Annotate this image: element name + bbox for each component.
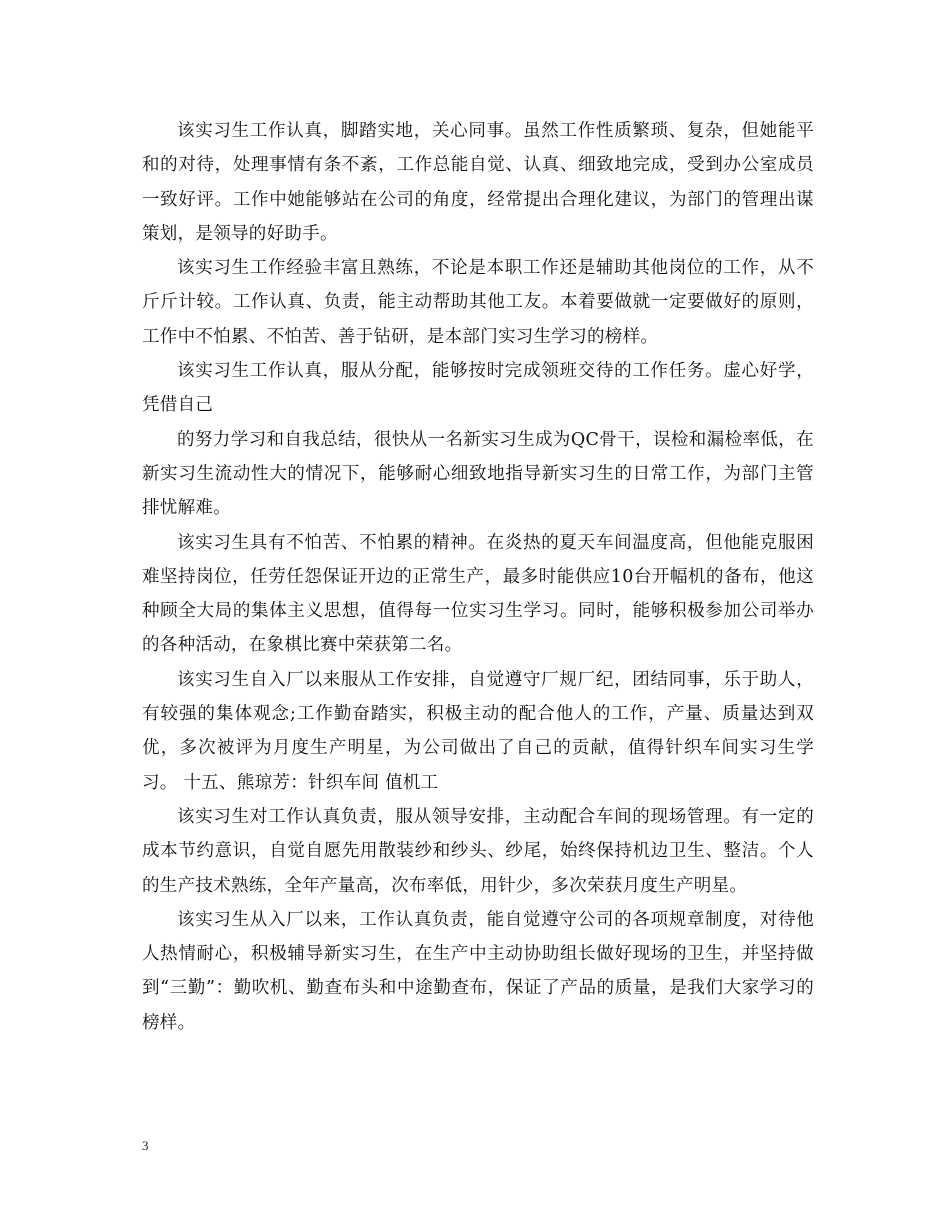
paragraph-7: 该实习生对工作认真负责，服从领导安排，主动配合车间的现场管理。有一定的成本节约意识，自觉自愿先用散装纱和纱头、纱尾，始终保持机边卫生、整洁。个人的生产技术熟练，全年产量高，次布率低，用针少，多次荣获月度生产明星。 (142, 806, 814, 896)
page-number: 3 (142, 1138, 149, 1153)
paragraph-3: 该实习生工作认真，服从分配，能够按时完成领班交待的工作任务。虚心好学，凭借自己 (142, 361, 814, 416)
paragraph-1: 该实习生工作认真，脚踏实地，关心同事。虽然工作性质繁琐、复杂，但她能平和的对待，处理事情有条不紊，工作总能自觉、认真、细致地完成，受到办公室成员一致好评。工作中她能够站在公司的角度，经常提出合理化建议，为部门的管理出谋策划，是领导的好助手。 (142, 121, 814, 244)
paragraph-6: 该实习生自入厂以来服从工作安排，自觉遵守厂规厂纪，团结同事，乐于助人，有较强的集体观念;工作勤奋踏实，积极主动的配合他人的工作，产量、质量达到双优，多次被评为月度生产明星，为公司做出了自己的贡献，值得针织车间实习生学习。 十五、熊琼芳：针织车间 值机工 (142, 669, 814, 793)
paragraph-8: 该实习生从入厂以来，工作认真负责，能自觉遵守公司的各项规章制度，对待他人热情耐心，积极辅导新实习生，在生产中主动协助组长做好现场的卫生，并坚持做到“三勤”：勤吹机、勤查布头和中途勤查布，保证了产品的质量，是我们大家学习的榜样。 (142, 909, 814, 1033)
paragraph-4: 的努力学习和自我总结，很快从一名新实习生成为QC骨干，误检和漏检率低，在新实习生流动性大的情况下，能够耐心细致地指导新实习生的日常工作，为部门主管排忧解难。 (142, 429, 814, 519)
document-body (142, 114, 814, 1040)
paragraph-5: 该实习生具有不怕苦、不怕累的精神。在炎热的夏天车间温度高，但他能克服困难坚持岗位，任劳任怨保证开边的正常生产，最多时能供应10台开幅机的备布，他这种顾全大局的集体主义思想，值得每一位实习生学习。同时，能够积极参加公司举办的各种活动，在象棋比赛中荣获第二名。 (142, 532, 814, 656)
paragraph-2: 该实习生工作经验丰富且熟练，不论是本职工作还是辅助其他岗位的工作，从不斤斤计较。工作认真、负责，能主动帮助其他工友。本着要做就一定要做好的原则，工作中不怕累、不怕苦、善于钻研，是本部门实习生学习的榜样。 (142, 258, 814, 347)
